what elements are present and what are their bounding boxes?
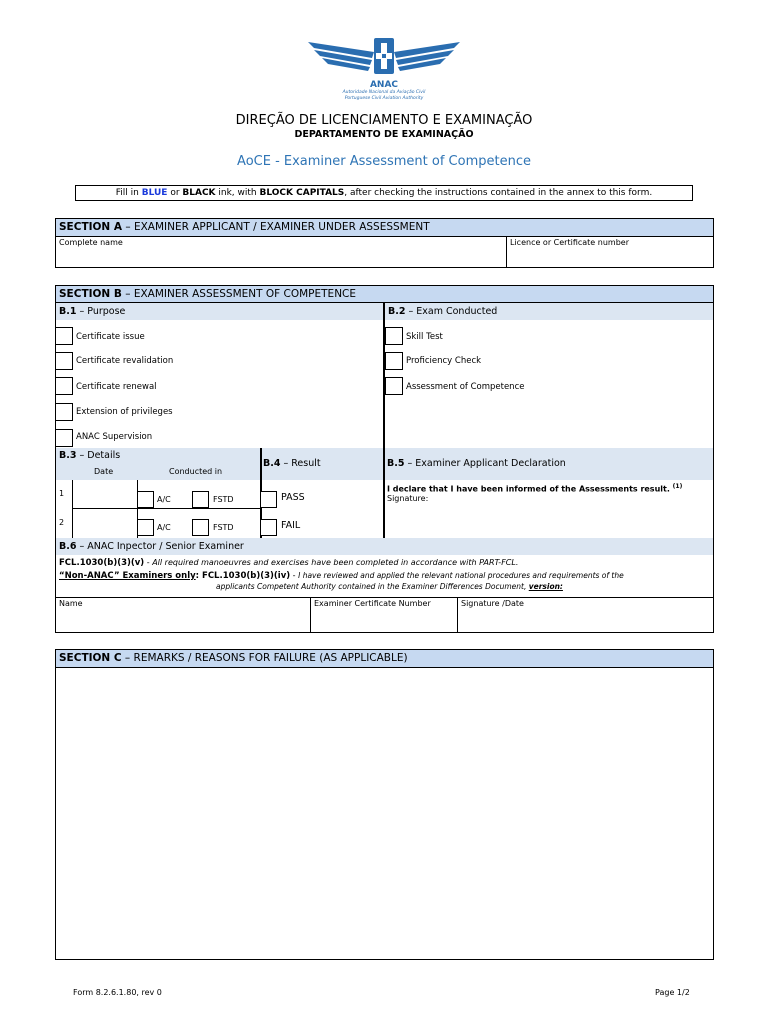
section-c: [55, 649, 714, 960]
b5-header: [387, 458, 566, 469]
fcl2-colon: :: [195, 571, 203, 581]
checkbox-certificate-renewal[interactable]: [55, 377, 73, 395]
checkbox-skill-test[interactable]: [385, 327, 403, 345]
exam-label: Assessment of Competence: [406, 382, 525, 392]
section-c-title: – REMARKS / REASONS FOR FAILURE (AS APPLICABLE): [121, 652, 408, 664]
instructions-black: BLACK: [182, 188, 216, 198]
b3-code: B.3: [59, 450, 77, 461]
row-number: 1: [59, 489, 65, 498]
checkbox-fstd-row-2[interactable]: [192, 519, 209, 536]
signature-date-field[interactable]: [461, 609, 709, 631]
fail-label: FAIL: [281, 520, 301, 531]
section-b-title: – EXAMINER ASSESSMENT OF COMPETENCE: [121, 288, 357, 300]
date-field-1[interactable]: [74, 482, 136, 506]
divider: [506, 236, 507, 268]
checkbox-fstd-row-1[interactable]: [192, 491, 209, 508]
section-a: [55, 218, 714, 268]
fcl2-code: FCL.1030(b)(3)(iv): [202, 571, 291, 581]
divider: [56, 597, 713, 598]
instructions-text: ink, with: [215, 188, 260, 198]
applicant-signature-field[interactable]: [387, 504, 709, 536]
section-a-title: – EXAMINER APPLICANT / EXAMINER UNDER ASSESSMENT: [122, 221, 430, 233]
fcl-statement-2-cont: [216, 582, 563, 591]
checkbox-anac-supervision[interactable]: [55, 429, 73, 447]
divider: [72, 480, 73, 538]
remarks-field[interactable]: [59, 670, 710, 956]
instructions-blue: BLUE: [141, 188, 168, 198]
divider: [310, 597, 311, 633]
instructions-box: [75, 185, 693, 201]
ac-label: A/C: [157, 523, 171, 532]
divider: [72, 508, 260, 509]
b1-header: [56, 303, 383, 320]
page-number: Page 1/2: [655, 988, 690, 997]
checkbox-pass[interactable]: [260, 491, 277, 508]
purpose-label: ANAC Supervision: [76, 432, 153, 442]
fcl2-text-2: applicants Competent Authority contained in the Examiner Differences Document,: [216, 582, 529, 591]
checkbox-proficiency-check[interactable]: [385, 352, 403, 370]
instructions-caps: BLOCK CAPITALS: [259, 188, 345, 198]
section-a-header: [56, 219, 713, 237]
section-a-code: SECTION A: [59, 221, 123, 233]
pass-label: PASS: [281, 492, 305, 503]
checkbox-certificate-revalidation[interactable]: [55, 352, 73, 370]
b2-title: – Exam Conducted: [405, 306, 498, 317]
instructions-text: , after checking the instructions contained in the annex to this form.: [344, 188, 653, 198]
fcl2-version: version:: [528, 582, 563, 591]
divider: [457, 597, 458, 633]
inspector-name-label: Name: [59, 599, 83, 608]
complete-name-field[interactable]: [59, 247, 503, 266]
examiner-certificate-label: Examiner Certificate Number: [314, 599, 431, 608]
fcl-statement-1: [59, 558, 518, 568]
department-title: DEPARTAMENTO DE EXAMINAÇÃO: [294, 129, 474, 140]
row-number: 2: [59, 518, 65, 527]
b1-code: B.1: [59, 306, 77, 317]
purpose-label: Extension of privileges: [76, 407, 173, 417]
checkbox-ac-row-1[interactable]: [137, 491, 154, 508]
b4-code: B.4: [263, 458, 281, 469]
checkbox-extension-of-privileges[interactable]: [55, 403, 73, 421]
conducted-in-label: Conducted in: [169, 467, 223, 476]
b2-header: [385, 303, 713, 320]
exam-label: Proficiency Check: [406, 356, 482, 366]
signature-date-label: Signature /Date: [461, 599, 524, 608]
date-field-2[interactable]: [74, 510, 136, 536]
purpose-label: Certificate revalidation: [76, 356, 174, 366]
licence-number-label: Licence or Certificate number: [510, 238, 629, 247]
date-column-label: Date: [94, 467, 114, 476]
fcl2-text-1: I have reviewed and applied the relevant national procedures and requirements of the: [298, 571, 624, 580]
complete-name-label: Complete name: [59, 238, 123, 247]
logo-subtitle-pt: Autoridade Nacional da Aviação Civil: [342, 90, 426, 95]
exam-label: Skill Test: [406, 332, 443, 342]
section-b-code: SECTION B: [59, 288, 122, 300]
b3-title: – Details: [76, 450, 121, 461]
purpose-label: Certificate issue: [76, 332, 145, 342]
divider: [383, 448, 385, 538]
fcl1-code: FCL.1030(b)(3)(v): [59, 558, 145, 568]
anac-logo: [304, 34, 464, 102]
fstd-label: FSTD: [213, 523, 234, 532]
b4-title: – Result: [280, 458, 321, 469]
checkbox-fail[interactable]: [260, 519, 277, 536]
form-title: AoCE - Examiner Assessment of Competence: [237, 154, 531, 169]
b1-title: – Purpose: [76, 306, 126, 317]
b5-code: B.5: [387, 458, 405, 469]
divider: [383, 303, 385, 448]
fcl1-text: All required manoeuvres and exercises have been completed in accordance with PART-FCL.: [152, 558, 519, 567]
fstd-label: FSTD: [213, 495, 234, 504]
fcl2-sep: -: [290, 571, 299, 580]
checkbox-assessment-of-competence[interactable]: [385, 377, 403, 395]
b6-header: [56, 538, 713, 555]
section-b-header: [56, 286, 713, 303]
b5-title: – Examiner Applicant Declaration: [404, 458, 566, 469]
section-c-header: [56, 650, 713, 668]
ac-label: A/C: [157, 495, 171, 504]
licence-number-field[interactable]: [510, 247, 710, 266]
instructions-text: Fill in: [115, 188, 142, 198]
b6-code: B.6: [59, 541, 77, 552]
examiner-certificate-field[interactable]: [314, 609, 454, 631]
b3-header: [59, 450, 120, 461]
checkbox-ac-row-2[interactable]: [137, 519, 154, 536]
directorate-title: DIREÇÃO DE LICENCIAMENTO E EXAMINAÇÃO: [235, 113, 533, 128]
logo-name: ANAC: [369, 80, 399, 90]
fcl2-label: “Non-ANAC” Examiners only: [59, 571, 196, 581]
b2-code: B.2: [388, 306, 406, 317]
signature-label: Signature:: [387, 494, 429, 503]
inspector-name-field[interactable]: [59, 609, 307, 631]
b6-title: – ANAC Inpector / Senior Examiner: [76, 541, 244, 552]
fcl-statement-2: [59, 571, 624, 581]
declaration-text: [387, 483, 682, 494]
declaration-statement: I declare that I have been informed of the Assessments result.: [387, 484, 670, 494]
logo-subtitle-en: Portuguese Civil Aviation Authority: [344, 96, 424, 101]
b4-header: [263, 458, 321, 469]
fcl1-sep: -: [144, 558, 153, 567]
form-number: Form 8.2.6.1.80, rev 0: [73, 988, 162, 997]
declaration-note-ref: (1): [672, 483, 683, 490]
checkbox-certificate-issue[interactable]: [55, 327, 73, 345]
section-b: [55, 285, 714, 633]
section-c-code: SECTION C: [59, 652, 122, 664]
purpose-label: Certificate renewal: [76, 382, 157, 392]
instructions-text: or: [167, 188, 183, 198]
